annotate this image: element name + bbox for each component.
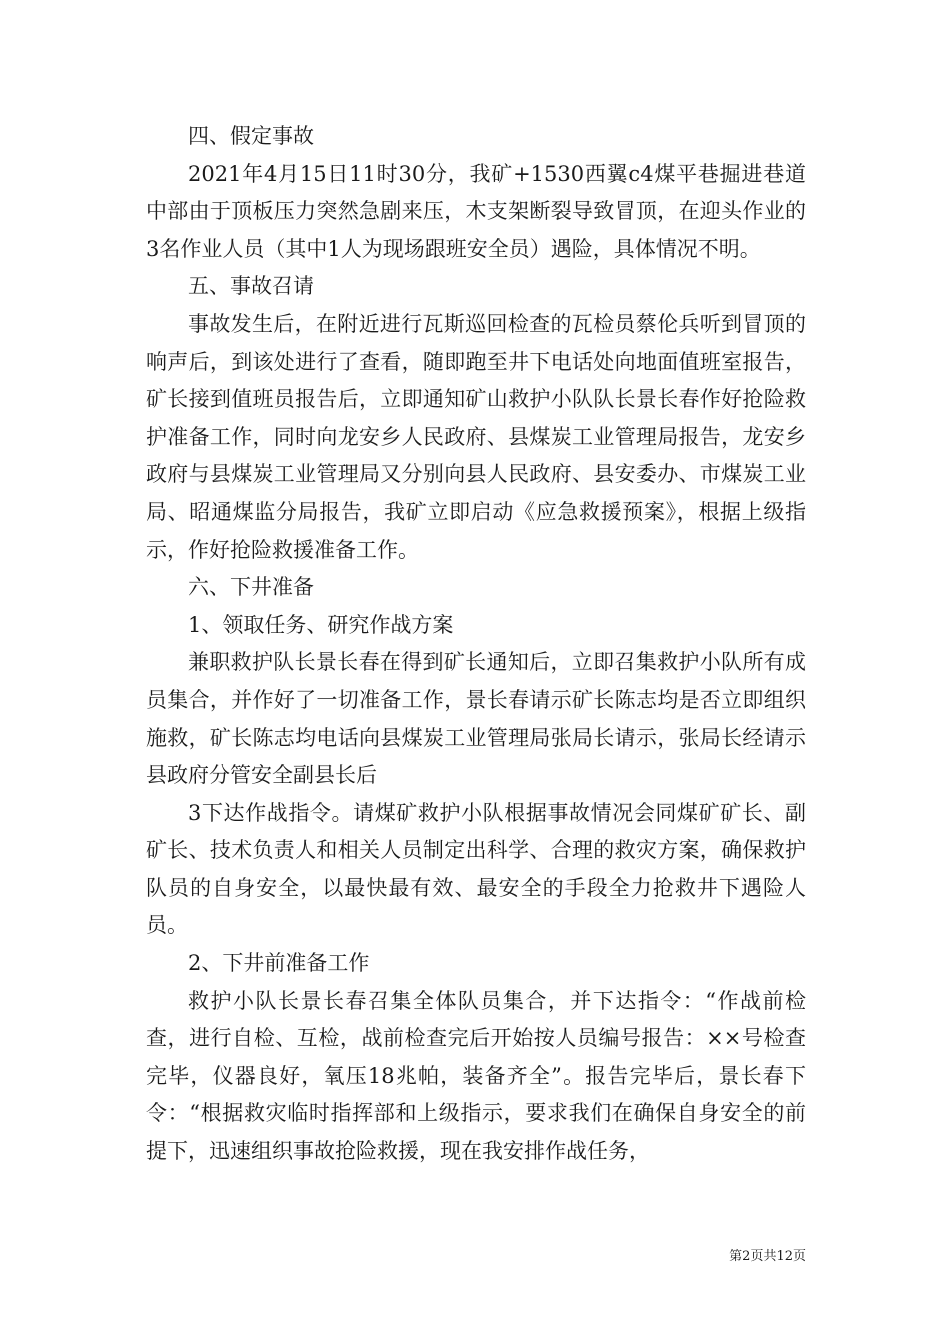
page-number: 第2页共12页	[729, 1249, 806, 1264]
paragraph-combat-orders: 3下达作战指令。请煤矿救护小队根据事故情况会同煤矿矿长、副矿长、技术负责人和相关人员制定出科学、合理的救灾方案，确保救护队员的自身安全，以最快最有效、最安全的手段全力抢救井下遇险人员。	[146, 800, 806, 938]
paragraph-team-assembly: 兼职救护队长景长春在得到矿长通知后，立即召集救护小队所有成员集合，并作好了一切准备工作，景长春请示矿长陈志均是否立即组织施救，矿长陈志均电话向县煤炭工业管理局张局长请示，张局长经请示县政府分管安全副县长后	[146, 650, 806, 788]
section-heading-accident-call: 五、事故召请	[188, 274, 314, 299]
section-heading-descent-preparation: 六、下井准备	[188, 575, 314, 600]
subheading-pre-descent-work: 2、下井前准备工作	[188, 951, 370, 976]
section-heading-assumed-accident: 四、假定事故	[188, 124, 314, 148]
subheading-receive-tasks: 1、领取任务、研究作战方案	[188, 612, 454, 637]
paragraph-accident-report: 事故发生后，在附近进行瓦斯巡回检查的瓦检员蔡伦兵听到冒顶的响声后，到该处进行了查看，随即跑至井下电话处向地面值班室报告，矿长接到值班员报告后，立即通知矿山救护小队队长景长春作好抢险救护准备工作，同时向龙安乡人民政府、县煤炭工业管理局报告，龙安乡政府与县煤炭工业管理局又分别向县人民政府、县安委办、市煤炭工业局、昭通煤监分局报告，我矿立即启动《应急救援预案》，根据上级指示，作好抢险救援准备工作。	[146, 311, 806, 562]
paragraph-accident-description: 2021年4月15日11时30分，我矿+1530西翼c4煤平巷掘进巷道中部由于顶板压力突然急剧来压，木支架断裂导致冒顶，在迎头作业的3名作业人员（其中1人为现场跟班安全员）遇险，具体情况不明。	[146, 161, 806, 261]
document-body	[146, 118, 806, 1171]
paragraph-pre-descent-orders: 救护小队长景长春召集全体队员集合，并下达指令：“作战前检查，进行自检、互检，战前检查完后开始按人员编号报告：××号检查完毕，仪器良好，氧压18兆帕，装备齐全”。报告完毕后，景长春下令：“根据救灾临时指挥部和上级指示，要求我们在确保自身安全的前提下，迅速组织事故抢险救援，现在我安排作战任务，	[146, 988, 806, 1164]
